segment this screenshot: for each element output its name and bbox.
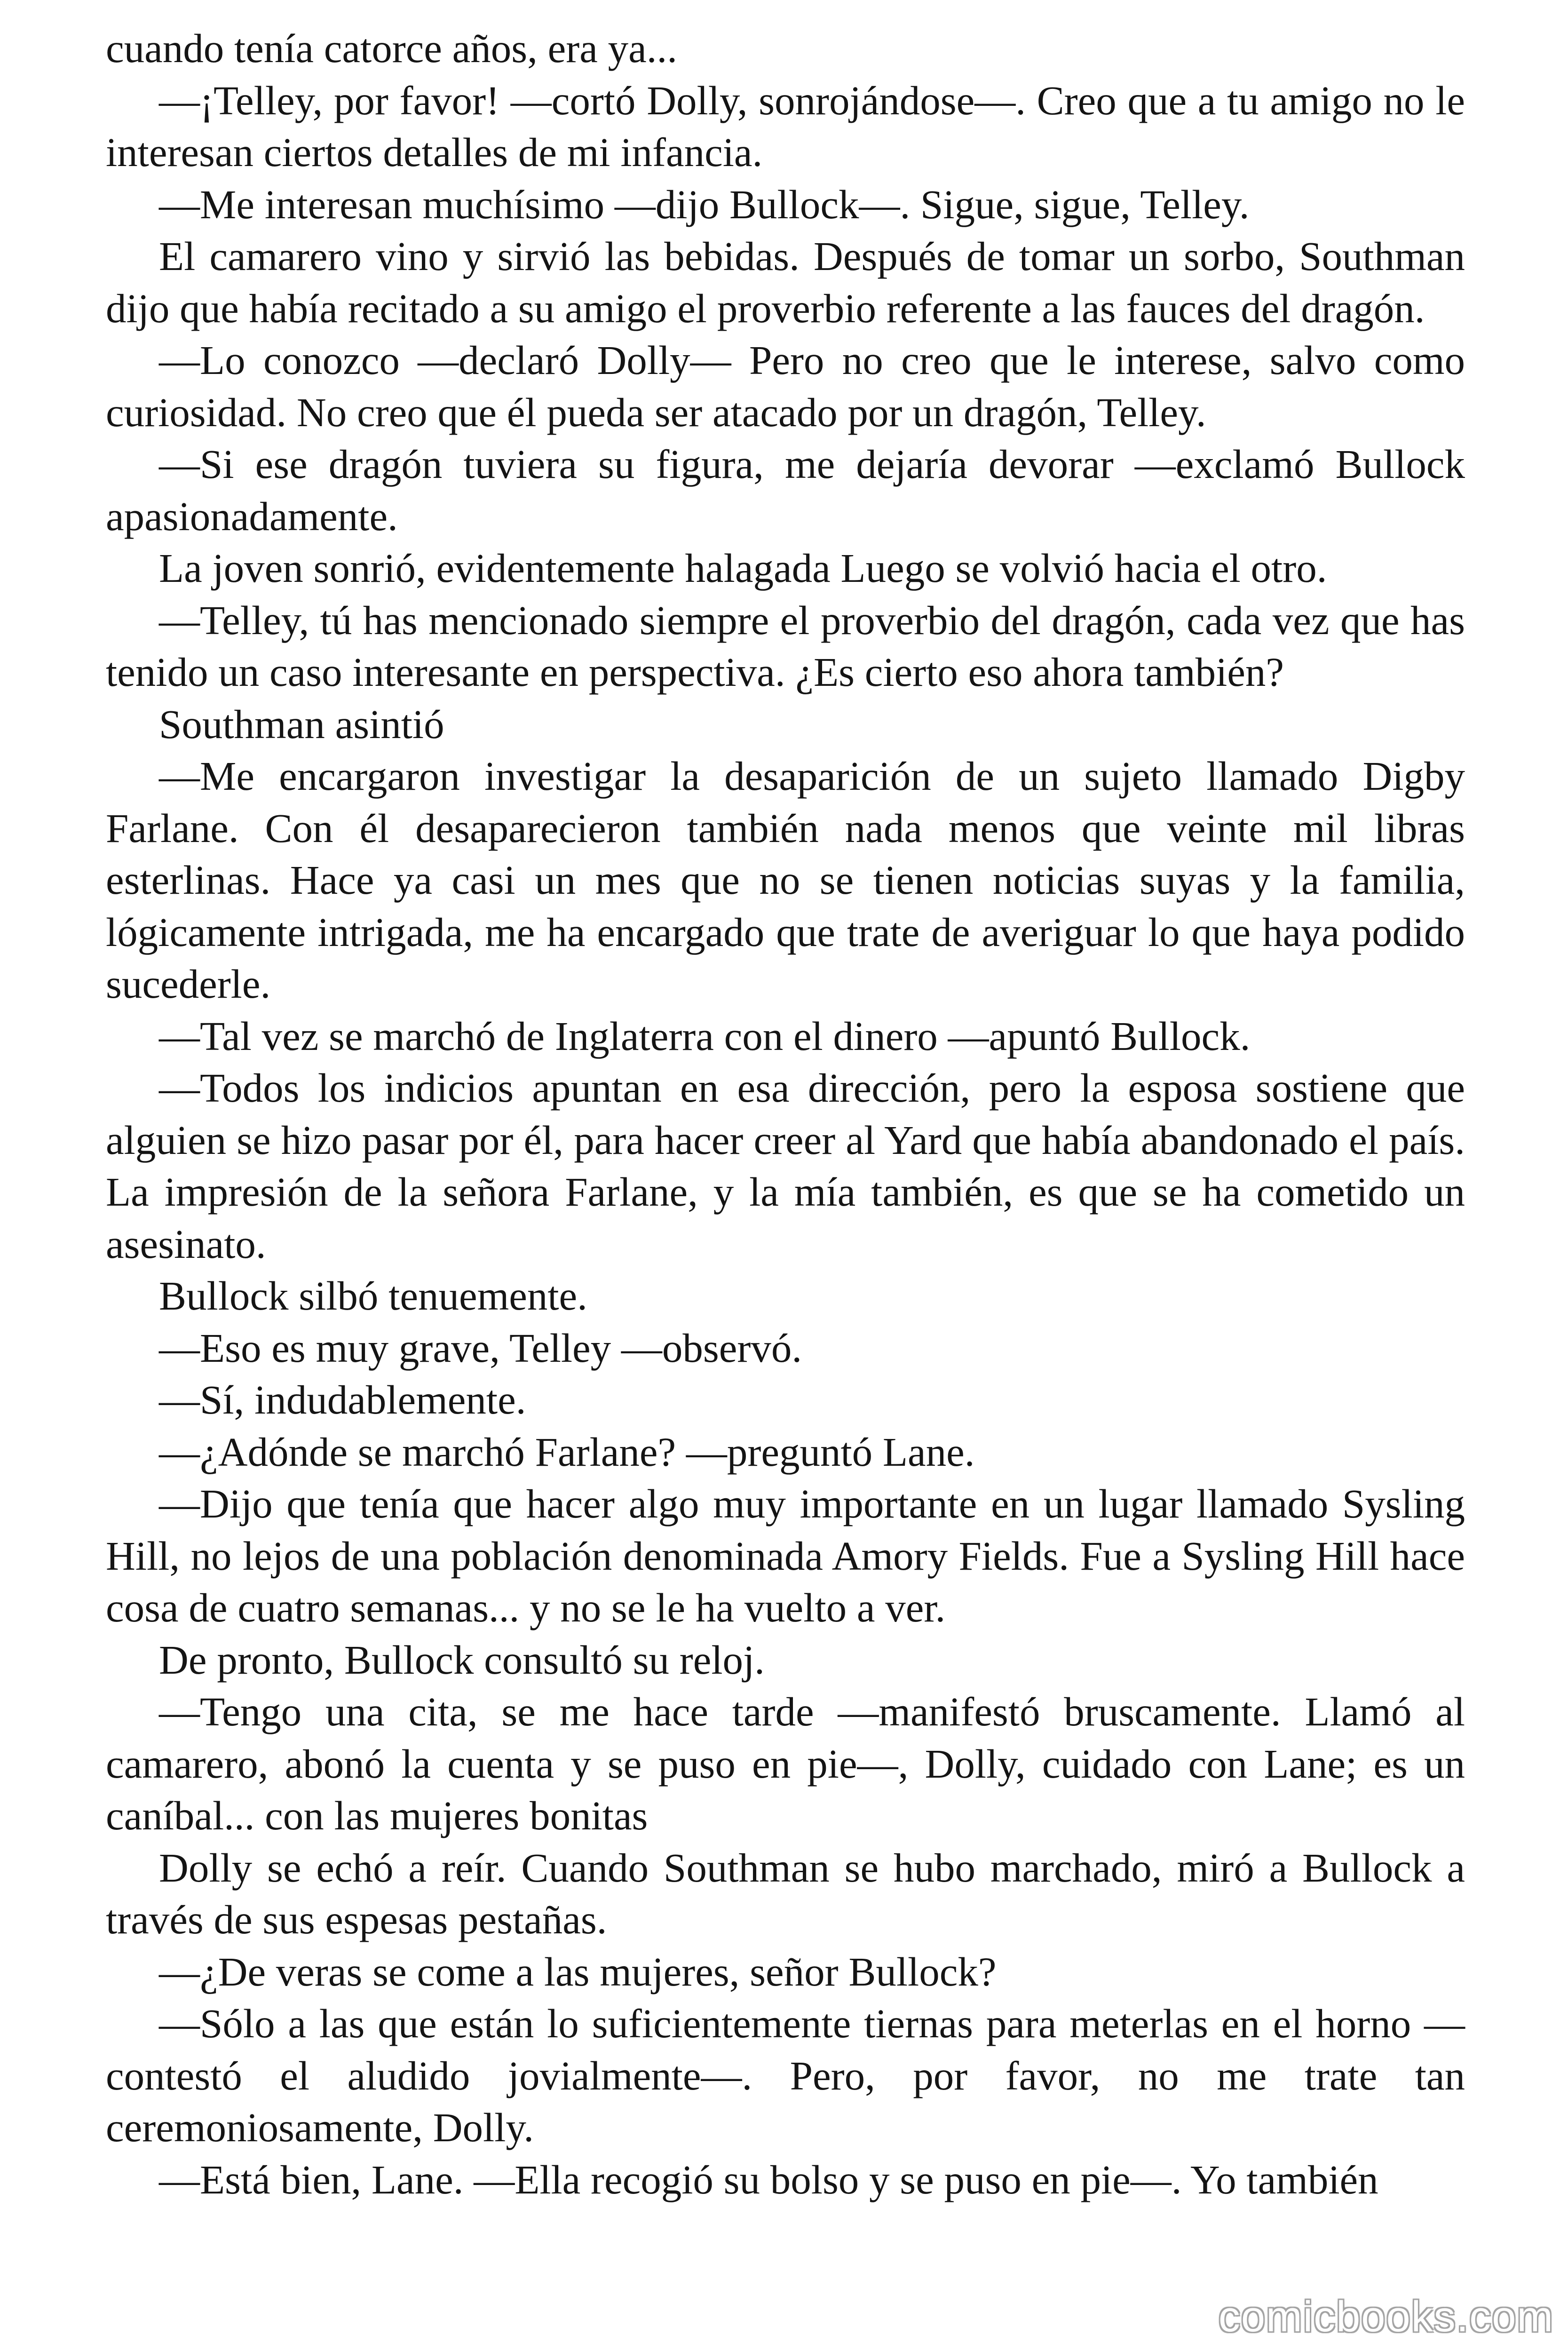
paragraph: —Eso es muy grave, Telley —observó.	[159, 1325, 802, 1371]
paragraph: —Tal vez se marchó de Inglaterra con el dinero —apuntó Bullock.	[159, 1013, 1251, 1059]
paragraph: —¿De veras se come a las mujeres, señor Bullock?	[159, 1948, 997, 1994]
paragraph: La joven sonrió, evidentemente halagada Luego se volvió hacia el otro.	[159, 545, 1327, 591]
paragraph: —Dijo que tenía que hacer algo muy importante en un lugar llamado Sysling Hill, no lejos de una población denominada Amory Fields. Fue a Sysling Hill hace cosa de cuatro semanas... y no se le ha vuelto a ver.	[106, 1481, 1465, 1630]
paragraph: —Sólo a las que están lo suficientemente tiernas para meterlas en el horno —contestó el aludido jovialmente—. Pero, por favor, no me trate tan ceremoniosamente, Dolly.	[106, 2001, 1465, 2150]
paragraph: —¿Adónde se marchó Farlane? —preguntó Lane.	[159, 1429, 975, 1475]
paragraph: Southman asintió	[159, 701, 444, 747]
paragraph: —Me encargaron investigar la desaparición de un sujeto llamado Digby Farlane. Con él desaparecieron también nada menos que veinte mil libras esterlinas. Hace ya casi un mes que no se tienen noticias suyas y la familia, lógicamente intrigada, me ha encargado que trate de averiguar lo que haya podido sucederle.	[106, 753, 1465, 1007]
paragraph: —Lo conozco —declaró Dolly— Pero no creo que le interese, salvo como curiosidad. No creo que él pueda ser atacado por un dragón, Telley.	[106, 337, 1465, 435]
paragraph: —¡Telley, por favor! —cortó Dolly, sonrojándose—. Creo que a tu amigo no le interesan ciertos detalles de mi infancia.	[106, 77, 1465, 175]
paragraph: El camarero vino y sirvió las bebidas. Después de tomar un sorbo, Southman dijo que había recitado a su amigo el proverbio referente a las fauces del dragón.	[106, 233, 1465, 331]
paragraph: —Todos los indicios apuntan en esa dirección, pero la esposa sostiene que alguien se hizo pasar por él, para hacer creer al Yard que había abandonado el país. La impresión de la señora Farlane, y la mía también, es que se ha cometido un asesinato.	[106, 1065, 1465, 1267]
watermark: comicbooks.com	[1218, 2293, 1554, 2341]
paragraph: —Sí, indudablemente.	[159, 1377, 526, 1422]
paragraph: —Telley, tú has mencionado siempre el proverbio del dragón, cada vez que has tenido un caso interesante en perspectiva. ¿Es cierto eso ahora también?	[106, 597, 1465, 695]
paragraph: Bullock silbó tenuemente.	[159, 1273, 587, 1319]
paragraph: —Está bien, Lane. —Ella recogió su bolso y se puso en pie—. Yo también	[159, 2156, 1378, 2202]
paragraph: Dolly se echó a reír. Cuando Southman se hubo marchado, miró a Bullock a través de sus espesas pestañas.	[106, 1844, 1465, 1942]
paragraph: De pronto, Bullock consultó su reloj.	[159, 1637, 765, 1683]
paragraph: —Me interesan muchísimo —dijo Bullock—. Sigue, sigue, Telley.	[159, 181, 1250, 227]
paragraph: cuando tenía catorce años, era ya...	[106, 25, 677, 71]
paragraph: —Tengo una cita, se me hace tarde —manifestó bruscamente. Llamó al camarero, abonó la cuenta y se puso en pie—, Dolly, cuidado con Lane; es un caníbal... con las mujeres bonitas	[106, 1689, 1465, 1838]
paragraph: —Si ese dragón tuviera su figura, me dejaría devorar —exclamó Bullock apasionadamente.	[106, 441, 1465, 539]
book-page-text	[106, 23, 1465, 2206]
